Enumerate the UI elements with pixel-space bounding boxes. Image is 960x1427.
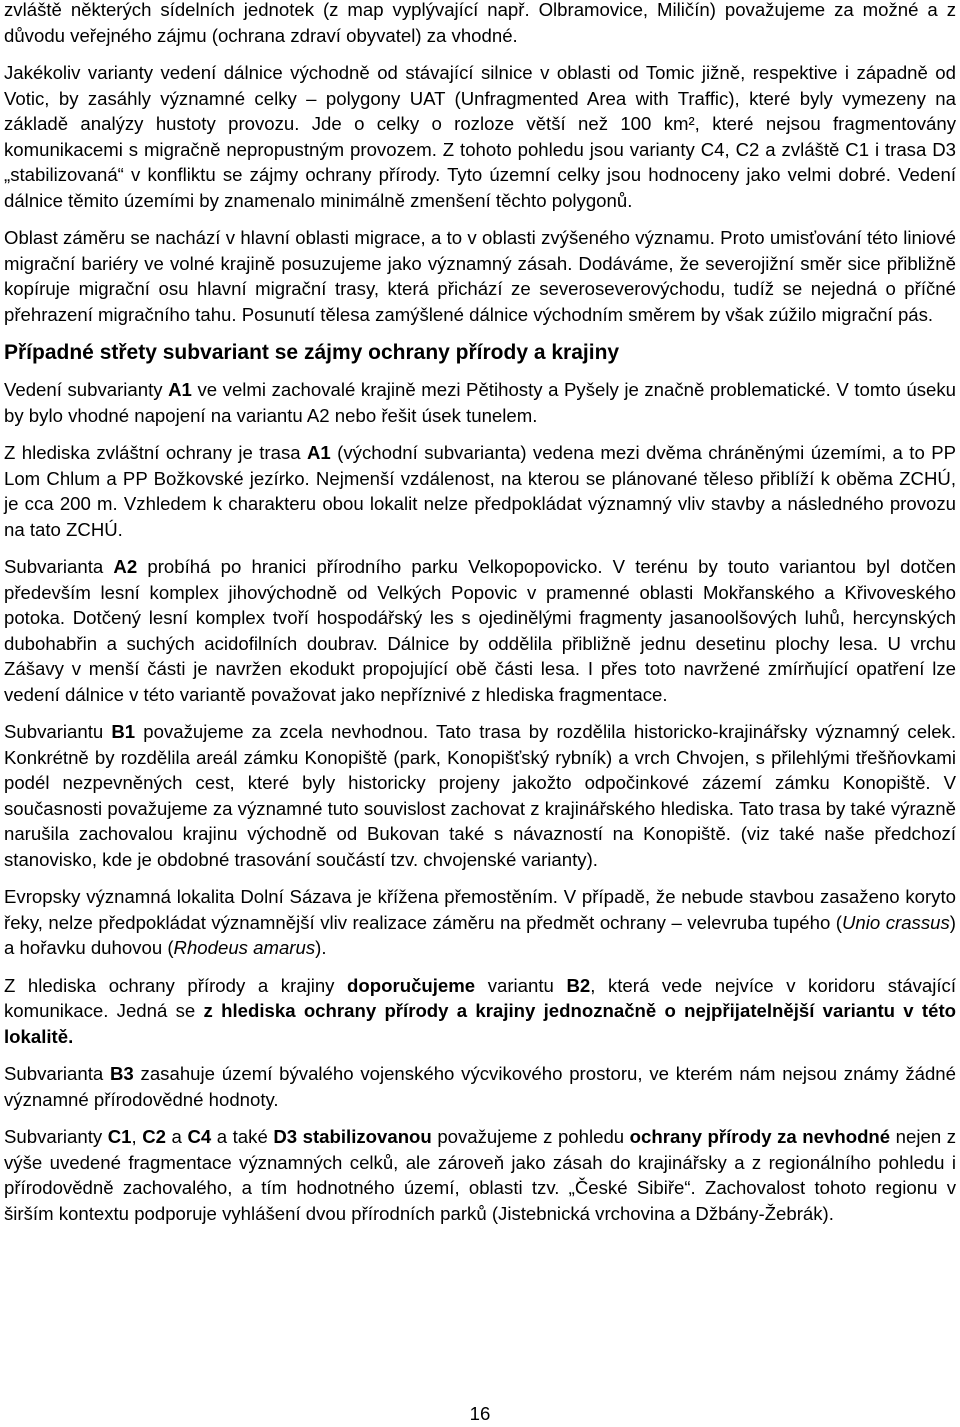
italic-species-name: Rhodeus amarus — [173, 937, 316, 958]
text-run: a — [166, 1126, 188, 1147]
bold-variant-code: C2 — [142, 1126, 167, 1147]
text-run: Jakékoliv varianty vedení dálnice východně od stávající silnice v oblasti od Tomic jižně, respektive i západně od Votic, by zasáhly významné celky – polygony UAT (Unfragmented Area with Traffic), které byly vymezeny na základě analýzy hustoty provozu. Jde o celky o rozloze větší než 100 km², které nejsou fragmentovány komunikacemi s migračně nepropustným provozem. Z tohoto pohledu jsou varianty C4, C2 a zvláště C1 i trasa D3 „stabilizovaná“ v konfliktu se zájmy ochrany přírody. Tyto územní celky jsou hodnoceny jako velmi dobré. Vedení dálnice těmito územími by znamenalo minimálně zmenšení těchto polygonů. — [4, 62, 956, 211]
paragraph-subvariant-a1 — [4, 377, 956, 428]
page-number: 16 — [469, 1403, 491, 1424]
text-run: považujeme za zcela nevhodnou. Tato trasa by rozdělila historicko-krajinářsky významný celek. Konkrétně by rozdělila areál zámku Konopiště (park, Konopišťský rybník) a vrch Chvojen, s přilehlými třešňovkami podél nezpevněných cest, které byly historicky projeny jakožto odpočinkové zázemí zámku Konopiště. V současnosti považujeme za významné tuto souvislost zachovat z krajinářského hlediska. Tato trasa by také výrazně narušila zachovalou krajinu východně od Bukovan také s návazností na Konopiště. (viz také naše předchozí stanovisko, kde je obdobné trasování součástí tzv. chvojenské varianty). — [4, 721, 956, 870]
text-run: ). — [315, 937, 327, 958]
paragraph-migration — [4, 225, 956, 327]
bold-variant-code: B2 — [566, 974, 591, 996]
paragraph-uat-polygons — [4, 60, 956, 213]
text-run: nejen z výše uvedené fragmentace významných celků, ale zároveň jako zásah do krajinářsky a z regionálního pohledu i přírodovědně zachovalého, a tím hodnotného území, oblasti tzv. „České Sibiře“. Zachovalost tohoto regionu v širším kontextu podporuje vyhlášení dvou přírodních parků (Jistebnická vrchovina a Džbány-Žebrák). — [4, 1126, 956, 1224]
bold-text: z hlediska ochrany přírody a krajiny jednoznačně o nejpřijatelnější variantu v této lokalitě. — [4, 1000, 956, 1047]
text-run: a také — [211, 1126, 274, 1147]
text-run: variantu — [475, 974, 567, 996]
paragraph-subvariant-b3 — [4, 1061, 956, 1112]
text-run: Evropsky významná lokalita Dolní Sázava je křížena přemostěním. V případě, že nebude stavbou zasaženo koryto řeky, nelze předpokládat významnější vliv realizace záměru na předmět ochrany – velevruba tupého ( — [4, 886, 956, 933]
paragraph-a1-protection — [4, 440, 956, 542]
paragraph-subvariants-c — [4, 1124, 956, 1226]
text-run: Subvarianta — [4, 556, 114, 577]
bold-variant-code: A1 — [307, 442, 331, 463]
bold-variant-code: D3 stabilizovanou — [273, 1126, 432, 1147]
text-run: Subvariantu — [4, 721, 112, 742]
text-run: , která vede nejvíce v koridoru stávající komunikace. Jedná se — [4, 974, 957, 1021]
bold-variant-code: A2 — [113, 556, 138, 577]
text-run: považujeme z pohledu — [431, 1126, 630, 1147]
bold-variant-code: B3 — [110, 1063, 134, 1084]
text-run: ) a hořavku duhovou ( — [4, 911, 956, 958]
paragraph-dolni-sazava — [4, 884, 956, 961]
text-run: Oblast záměru se nachází v hlavní oblasti migrace, a to v oblasti zvýšeného významu. Proto umisťování této liniové migrační bariéry ve volné krajině posuzujeme jako významný zásah. Dodáváme, že severojižní směr sice přibližně kopíruje migrační osu hlavní migrační trasy, která přichází ze severoseverovýchodu, tudíž se nejedná o příčné přehrazení migračního tahu. Posunutí tělesa zamýšlené dálnice východním směrem by však zúžilo migrační pás. — [4, 227, 956, 325]
text-run: ve velmi zachovalé krajině mezi Pětihosty a Pyšely je značně problematické. V tomto úseku by bylo vhodné napojení na variantu A2 nebo řešit úsek tunelem. — [4, 379, 957, 426]
text-run: Subvarianty — [4, 1126, 108, 1147]
paragraph-subvariant-a2 — [4, 554, 956, 707]
bold-variant-code: C4 — [187, 1126, 212, 1147]
bold-text: ochrany přírody za nevhodné — [629, 1126, 891, 1147]
document-page — [4, 0, 956, 1238]
bold-variant-code: A1 — [168, 379, 192, 400]
text-run: zvláště některých sídelních jednotek (z map vyplývající např. Olbramovice, Miličín) považujeme za možné a z důvodu veřejného zájmu (ochrana zdraví obyvatel) za vhodné. — [4, 0, 956, 46]
paragraph-intro-continuation — [4, 0, 956, 48]
text-run: Z hlediska zvláštní ochrany je trasa — [4, 442, 307, 463]
text-run: zasahuje území bývalého vojenského výcvikového prostoru, ve kterém nám nejsou známy žádné významné přírodovědné hodnoty. — [4, 1063, 956, 1110]
text-run: probíhá po hranici přírodního parku Velkopopovicko. V terénu by touto variantou byl dotčen především lesní komplex jihovýchodně od Velkých Popovic v pramenné oblasti Mokřanského a Křivoveského potoka. Dotčený lesní komplex tvoří hospodářský les s ojedinělými fragmenty jasanoolšových luhů, hercynských dubohabřin a suchých acidofilních doubrav. Dálnice by oddělila přibližně jednu desetinu plochy lesa. U vrchu Zášavy v menší části je navržen ekodukt propojující obě části lesa. I přes toto navržené zmírňující opatření lze vedení dálnice v této variantě považovat jako nepříznivé z hlediska fragmentace. — [4, 556, 956, 705]
paragraph-subvariant-b1 — [4, 719, 956, 872]
paragraph-recommendation-b2 — [4, 973, 956, 1050]
bold-text: doporučujeme — [347, 974, 476, 996]
bold-variant-code: C1 — [107, 1126, 132, 1147]
italic-species-name: Unio crassus — [841, 911, 950, 933]
bold-variant-code: B1 — [111, 721, 136, 742]
section-heading: Případné střety subvariant se zájmy ochrany přírody a krajiny — [4, 341, 620, 364]
text-run: , — [131, 1126, 143, 1147]
text-run: Z hlediska ochrany přírody a krajiny — [4, 974, 348, 996]
text-run: Subvarianta — [4, 1063, 110, 1084]
text-run: Vedení subvarianty — [4, 379, 169, 400]
text-run: (východní subvarianta) vedena mezi dvěma chráněnými územími, a to PP Lom Chlum a PP Božkovské jezírko. Nejmenší vzdálenost, na kterou se plánované těleso přiblíží k oběma ZCHÚ, je cca 200 m. Vzhledem k charakteru obou lokalit nelze předpokládat významný vliv stavby a následného provozu na tato ZCHÚ. — [4, 442, 956, 540]
